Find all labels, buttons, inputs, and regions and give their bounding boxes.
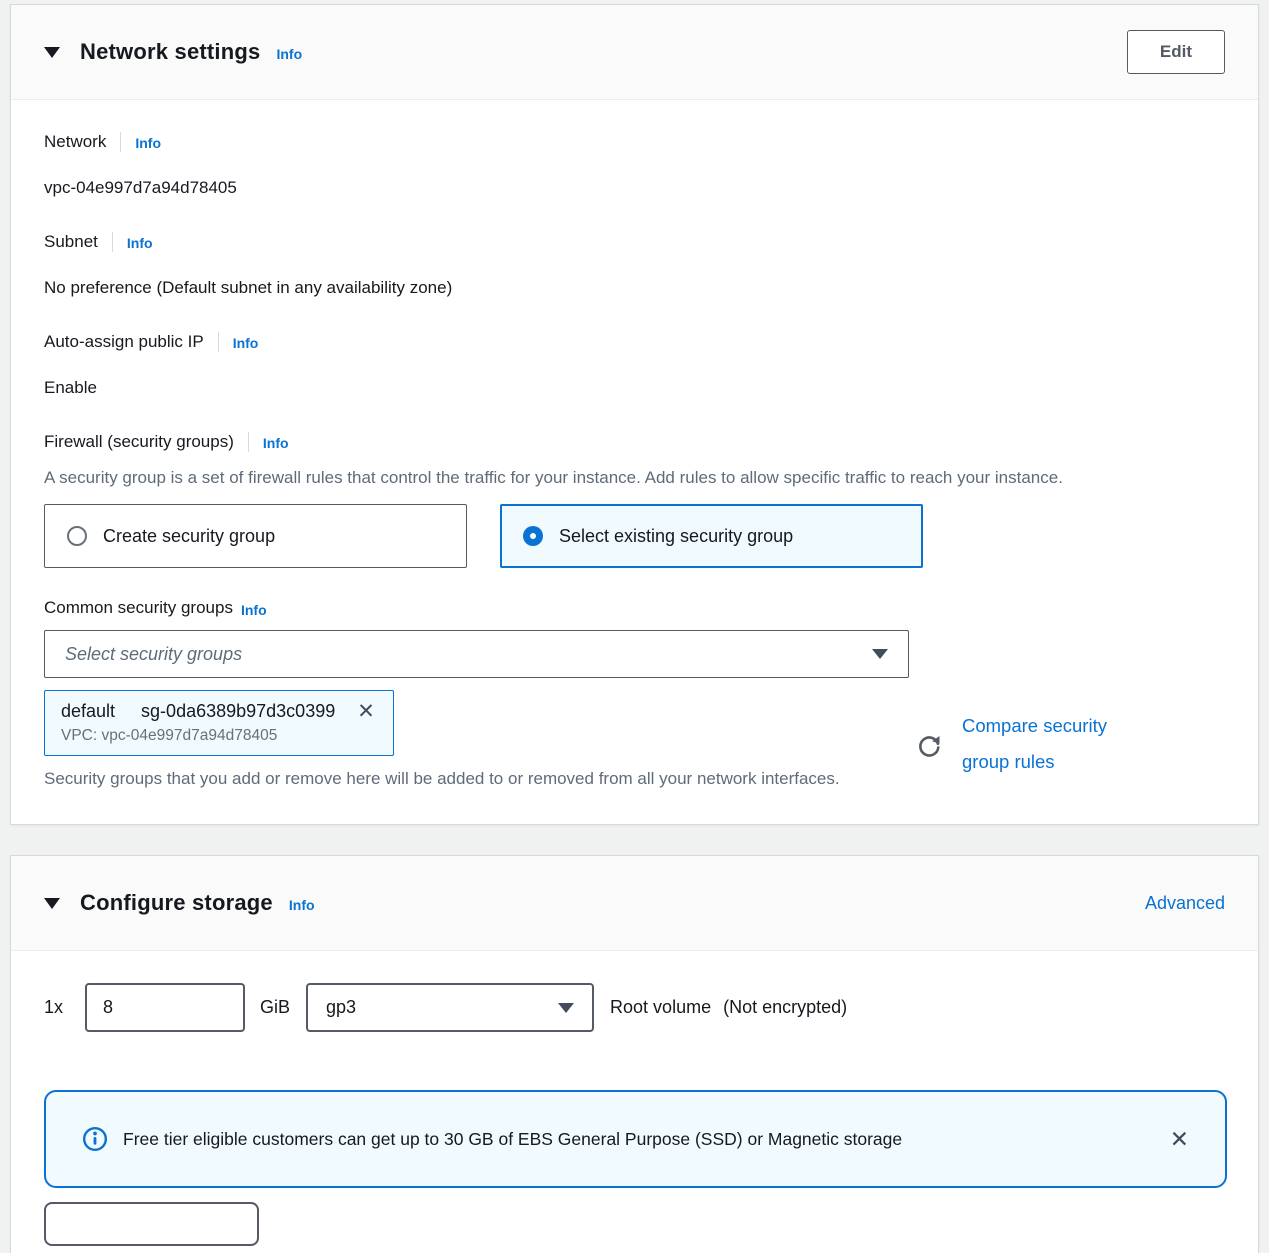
remove-security-group-icon[interactable]: ✕ [357, 700, 375, 723]
collapse-triangle-icon[interactable] [44, 898, 60, 909]
security-group-radio-row [44, 504, 1225, 568]
auto-assign-ip-value: Enable [44, 378, 97, 397]
security-groups-select[interactable] [44, 630, 909, 678]
encryption-status-label: (Not encrypted) [723, 997, 848, 1017]
collapse-triangle-icon[interactable] [44, 47, 60, 58]
subnet-label: Subnet [44, 232, 98, 251]
label-divider [248, 432, 249, 452]
label-divider [218, 332, 219, 352]
network-label: Network [44, 132, 107, 151]
subnet-value: No preference (Default subnet in any availability zone) [44, 278, 453, 297]
info-circle-icon [82, 1126, 108, 1152]
network-settings-header [11, 5, 1258, 100]
radio-unchecked-icon[interactable] [67, 526, 87, 546]
free-tier-banner [44, 1090, 1227, 1188]
configure-storage-header [11, 856, 1258, 951]
label-divider [120, 132, 121, 152]
volume-row [44, 983, 1225, 1032]
volume-count-label: 1x [44, 997, 64, 1017]
network-info-link[interactable]: Info [135, 135, 162, 151]
configure-storage-body [11, 951, 1258, 1253]
create-security-group-label: Create security group [103, 525, 276, 546]
edit-button[interactable]: Edit [1127, 30, 1225, 74]
security-group-name: default [61, 701, 116, 721]
security-group-vpc: VPC: vpc-04e997d7a94d78405 [61, 727, 278, 744]
volume-unit-label: GiB [260, 997, 291, 1017]
common-security-groups-info-link[interactable]: Info [240, 602, 267, 618]
security-groups-select-placeholder: Select security groups [65, 643, 243, 664]
select-existing-security-group-option[interactable] [500, 504, 923, 568]
create-security-group-option[interactable] [44, 504, 467, 568]
dropdown-caret-icon [558, 1003, 574, 1013]
radio-checked-icon[interactable] [523, 526, 543, 546]
firewall-info-link[interactable]: Info [262, 435, 289, 451]
security-groups-note: Security groups that you add or remove here will be added to or removed from all your network interfaces. [44, 769, 840, 788]
auto-assign-ip-label: Auto-assign public IP [44, 332, 204, 351]
volume-type-select[interactable] [306, 983, 594, 1032]
security-group-id: sg-0da6389b97d3c0399 [141, 701, 336, 721]
subnet-field-group [44, 230, 1225, 300]
network-field-group [44, 130, 1225, 200]
volume-size-input[interactable] [85, 983, 245, 1032]
auto-assign-ip-field-group [44, 330, 1225, 400]
select-existing-security-group-label: Select existing security group [559, 525, 794, 546]
add-new-volume-button[interactable] [44, 1202, 259, 1246]
volume-type-value: gp3 [326, 997, 357, 1017]
free-tier-banner-text: Free tier eligible customers can get up to 30 GB of EBS General Purpose (SSD) or Magnetic storage [123, 1128, 903, 1149]
firewall-label: Firewall (security groups) [44, 432, 234, 451]
configure-storage-info-link[interactable]: Info [288, 897, 315, 913]
network-settings-section [10, 4, 1259, 825]
root-volume-label: Root volume [610, 997, 712, 1017]
common-security-groups-label: Common security groups [44, 598, 233, 617]
configure-storage-section [10, 855, 1259, 1253]
configure-storage-title: Configure storage [80, 890, 273, 915]
network-settings-title: Network settings [80, 39, 261, 64]
auto-assign-ip-info-link[interactable]: Info [232, 335, 259, 351]
subnet-info-link[interactable]: Info [126, 235, 153, 251]
advanced-link[interactable]: Advanced [1144, 892, 1225, 913]
refresh-icon[interactable] [916, 713, 943, 780]
network-settings-info-link[interactable]: Info [276, 46, 303, 62]
selected-security-group-tag [44, 690, 394, 756]
common-security-groups-row [44, 598, 1225, 618]
network-settings-body [11, 100, 1258, 824]
banner-close-icon[interactable]: ✕ [1169, 1125, 1189, 1152]
label-divider [112, 232, 113, 252]
network-value: vpc-04e997d7a94d78405 [44, 178, 237, 197]
firewall-description: A security group is a set of firewall rules that control the traffic for your instance. Add rules to allow specific traffic to reach your instance. [44, 468, 1063, 487]
compare-security-group-area [916, 708, 1176, 780]
compare-security-group-rules-link[interactable]: Compare security group rules [962, 715, 1107, 772]
dropdown-caret-icon [872, 649, 888, 659]
